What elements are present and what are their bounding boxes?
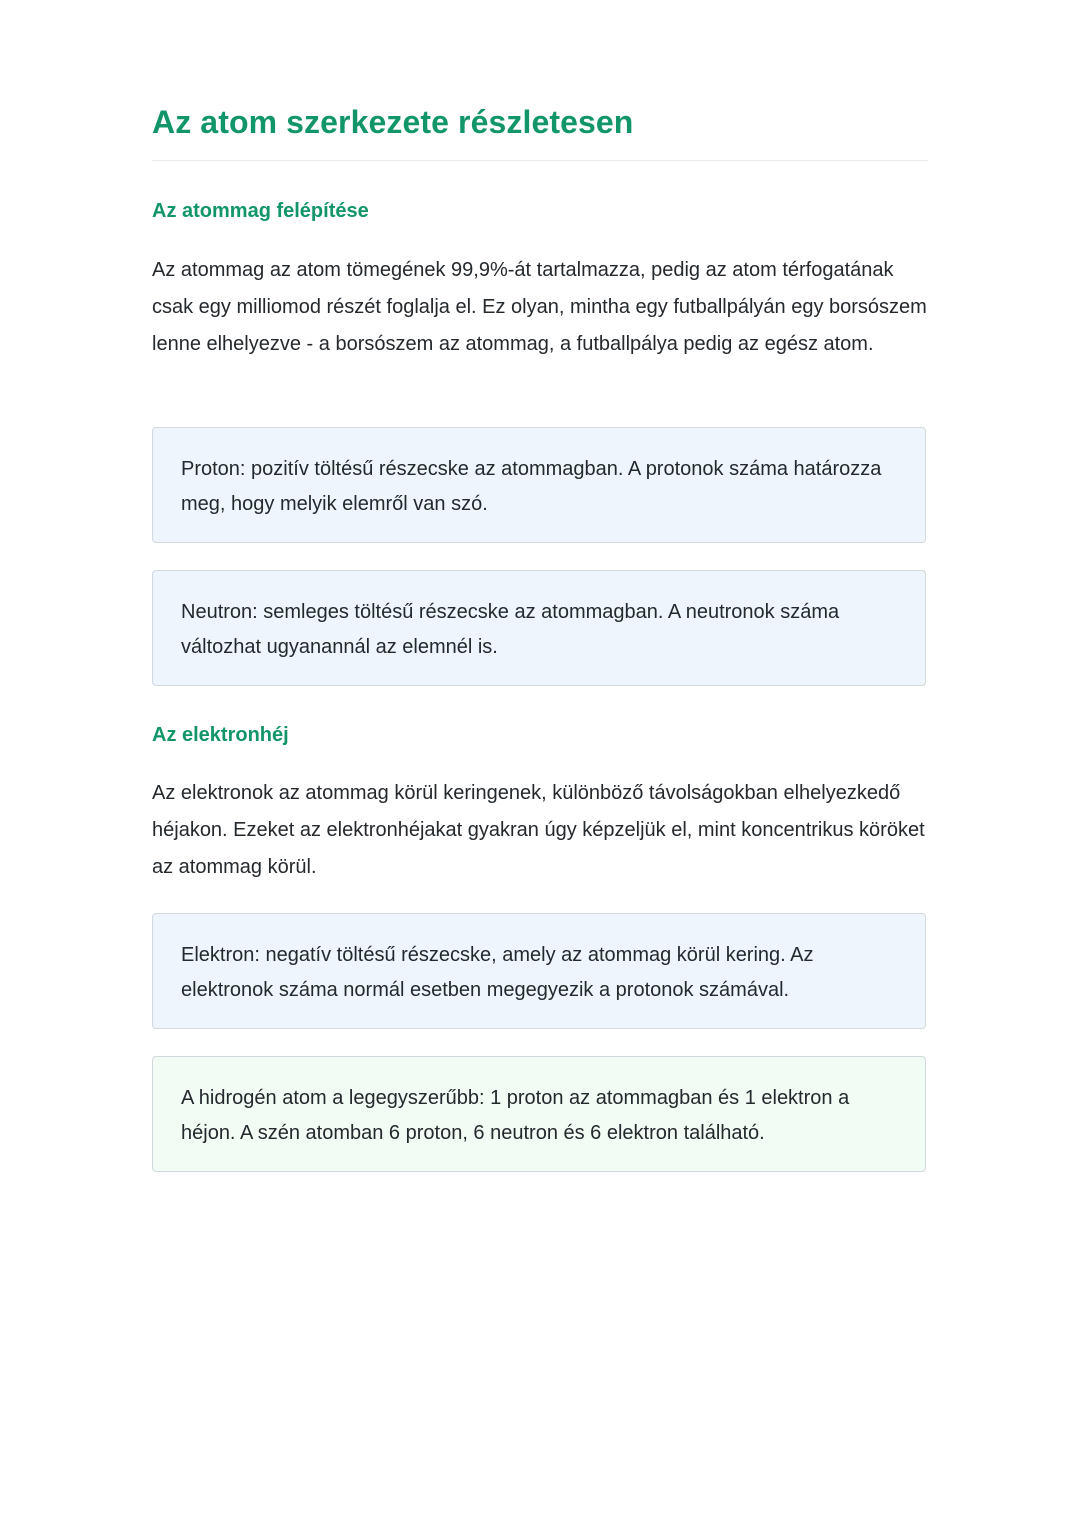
paragraph-electron-shell: Az elektronok az atommag körül keringenek, különböző távolságokban elhelyezkedő héjakon. Ezeket az elektronhéjakat gyakran úgy képzeljük el, mint koncentrikus köröket az atommag körül.: [152, 782, 925, 878]
callout-neutron: Neutron: semleges töltésű részecske az atommagban. A neutronok száma változhat ugyanannál az elemnél is.: [152, 570, 926, 686]
callout-proton: Proton: pozitív töltésű részecske az atommagban. A protonok száma határozza meg, hogy melyik elemről van szó.: [152, 427, 926, 543]
section-heading-electron-shell: Az elektronhéj: [152, 724, 289, 746]
page-title: Az atom szerkezete részletesen: [152, 104, 634, 140]
title-divider: [152, 160, 928, 161]
callout-electron: Elektron: negatív töltésű részecske, amely az atommag körül kering. Az elektronok száma normál esetben megegyezik a protonok számával.: [152, 913, 926, 1029]
paragraph-nucleus: Az atommag az atom tömegének 99,9%-át tartalmazza, pedig az atom térfogatának csak egy milliomod részét foglalja el. Ez olyan, mintha egy futballpályán egy borsószem lenne elhelyezve - a borsószem az atommag, a futballpálya pedig az egész atom.: [152, 259, 927, 355]
callout-example-hydrogen-carbon: A hidrogén atom a legegyszerűbb: 1 proton az atommagban és 1 elektron a héjon. A szén atomban 6 proton, 6 neutron és 6 elektron található.: [152, 1056, 926, 1172]
section-heading-nucleus: Az atommag felépítése: [152, 200, 369, 222]
